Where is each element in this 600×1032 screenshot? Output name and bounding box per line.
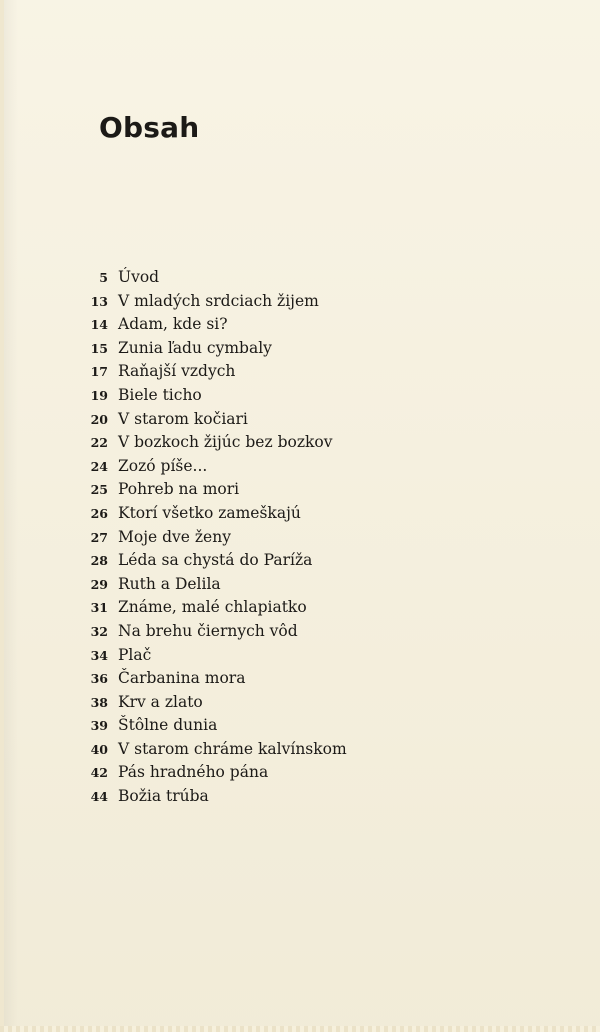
- toc-entry: [78, 408, 347, 432]
- toc-page-number: 25: [90, 482, 108, 498]
- toc-page-number: 5: [99, 270, 108, 285]
- toc-page-number: 32: [90, 623, 108, 639]
- toc-page-number: 42: [90, 765, 108, 781]
- toc-entry: [78, 667, 347, 691]
- toc-page-number: 36: [90, 671, 108, 687]
- toc-entry-title: Ruth a Delila: [118, 574, 221, 593]
- toc-page-number: 39: [90, 718, 108, 734]
- toc-entry-title: Božia trúba: [118, 787, 209, 806]
- toc-entry-title: V starom chráme kalvínskom: [118, 739, 347, 758]
- toc-page-number: 40: [90, 741, 108, 757]
- toc-entry: [78, 313, 347, 337]
- toc-page-number: 19: [90, 387, 108, 403]
- toc-entry: [78, 738, 347, 762]
- toc-entry-title: Moje dve ženy: [118, 527, 231, 546]
- toc-page-number: 24: [90, 458, 108, 474]
- toc-entry-title: Krv a zlato: [118, 692, 203, 711]
- page-bottom-edge: [0, 1026, 600, 1032]
- toc-entry: [78, 596, 347, 620]
- toc-entry: [78, 431, 347, 455]
- toc-entry: [78, 526, 347, 550]
- toc-page-number: 38: [90, 694, 108, 710]
- toc-entry-title: Léda sa chystá do Paríža: [118, 551, 313, 570]
- toc-entry: [78, 691, 347, 715]
- toc-entry-title: V mladých srdciach žijem: [118, 291, 319, 310]
- toc-page-number: 28: [90, 553, 108, 569]
- toc-page-number: 22: [90, 435, 108, 451]
- toc-entry-title: Úvod: [118, 268, 160, 286]
- toc-page-number: 44: [90, 789, 108, 805]
- toc-entry-title: V starom kočiari: [118, 409, 248, 428]
- toc-entry: [78, 549, 347, 573]
- toc-entry-title: Zozó píše...: [118, 456, 208, 475]
- toc-entry-title: Ktorí všetko zameškajú: [118, 503, 301, 522]
- table-of-contents: [78, 266, 347, 809]
- toc-entry-title: Adam, kde si?: [118, 315, 228, 334]
- page-edge: [0, 0, 4, 1032]
- toc-page-number: 14: [90, 317, 108, 333]
- toc-entry: [78, 455, 347, 479]
- toc-entry: [78, 266, 347, 290]
- toc-entry-title: Zunia ľadu cymbaly: [118, 338, 272, 357]
- toc-entry-title: Známe, malé chlapiatko: [118, 598, 307, 617]
- toc-entry: [78, 785, 347, 809]
- toc-entry-title: Biele ticho: [118, 385, 202, 404]
- toc-entry: [78, 478, 347, 502]
- toc-entry-title: Pás hradného pána: [118, 763, 269, 782]
- toc-entry: [78, 644, 347, 668]
- toc-entry-title: Plač: [118, 645, 152, 664]
- toc-page-number: 29: [90, 576, 108, 592]
- toc-entry-title: Raňajší vzdych: [118, 362, 236, 381]
- toc-entry-title: Na brehu čiernych vôd: [118, 621, 298, 640]
- toc-page-number: 31: [90, 600, 108, 616]
- toc-entry: [78, 573, 347, 597]
- toc-entry: [78, 620, 347, 644]
- toc-page-number: 13: [90, 293, 108, 309]
- toc-entry-title: Štôlne dunia: [118, 716, 218, 735]
- toc-page-number: 27: [90, 529, 108, 545]
- toc-page-number: 17: [90, 364, 108, 380]
- toc-page-number: 20: [90, 411, 108, 427]
- toc-entry: [78, 337, 347, 361]
- toc-entry: [78, 360, 347, 384]
- toc-page-number: 34: [90, 647, 108, 663]
- toc-entry-title: Čarbanina mora: [118, 669, 246, 688]
- toc-entry: [78, 761, 347, 785]
- toc-page-number: 15: [90, 340, 108, 356]
- toc-page-number: 26: [90, 505, 108, 521]
- toc-entry-title: V bozkoch žijúc bez bozkov: [118, 433, 333, 452]
- toc-entry-title: Pohreb na mori: [118, 480, 240, 499]
- toc-entry: [78, 290, 347, 314]
- toc-entry: [78, 384, 347, 408]
- toc-entry: [78, 714, 347, 738]
- page-title: Obsah: [99, 110, 200, 144]
- toc-entry: [78, 502, 347, 526]
